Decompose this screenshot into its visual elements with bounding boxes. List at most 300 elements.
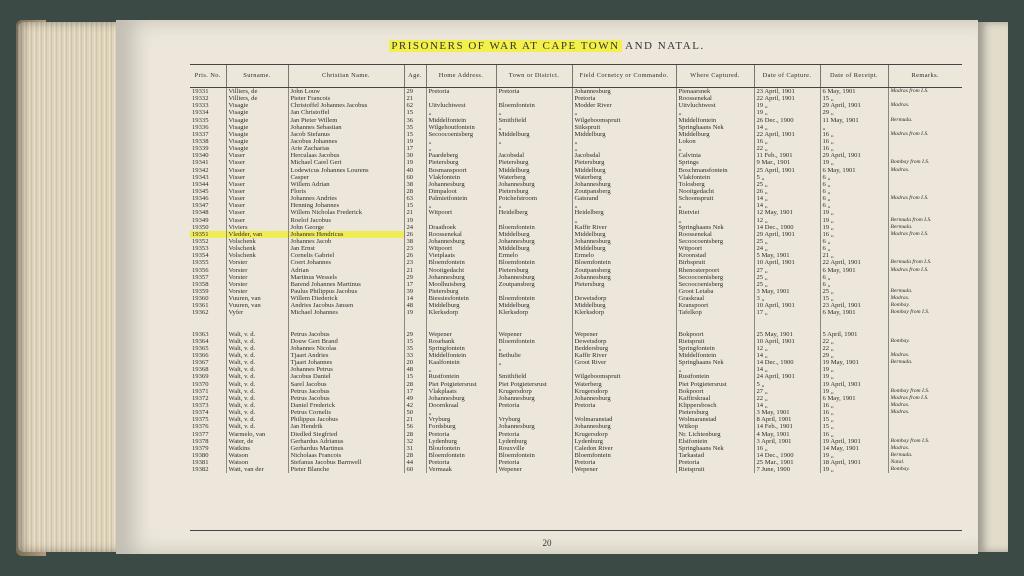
table-cell — [888, 109, 962, 116]
table-cell: Uitvluchtwest — [676, 102, 754, 109]
table-cell: 6 May, 1901 — [820, 309, 888, 316]
table-cell: 19344 — [192, 180, 209, 188]
table-cell: Wepener — [496, 466, 572, 473]
table-cell: Springfontein — [426, 345, 496, 352]
table-cell: Bermuda. — [888, 452, 962, 459]
table-cell: 19337 — [192, 130, 209, 138]
table-cell: 5 „ — [754, 174, 820, 181]
table-row — [190, 124, 962, 131]
table-cell: Walt, v. d. — [226, 423, 288, 430]
table-cell — [888, 238, 962, 245]
table-cell: 21 — [404, 267, 426, 274]
table-cell — [888, 152, 962, 159]
table-cell: Witpoort — [676, 245, 754, 252]
table-cell: Visser — [226, 195, 288, 202]
table-cell: Floris — [288, 188, 404, 195]
table-cell: 14 — [404, 295, 426, 302]
table-cell — [572, 288, 676, 295]
table-cell: Lodewicus Johannes Lourens — [288, 167, 404, 174]
table-cell: „ — [572, 145, 676, 152]
spacer-cell — [226, 317, 288, 331]
table-cell: 19 — [404, 138, 426, 145]
register-page — [116, 20, 978, 554]
table-cell: 14 „ — [754, 202, 820, 209]
table-cell: Tjaart Andries — [288, 352, 404, 359]
table-cell: Pretoria — [496, 430, 572, 437]
table-row — [190, 195, 962, 202]
table-cell: Wepener — [572, 466, 676, 473]
prisoner-table — [190, 64, 962, 473]
table-cell: 31 — [404, 445, 426, 452]
table-row — [190, 402, 962, 409]
table-cell: Bombay from I.S. — [888, 309, 962, 316]
table-cell: 6 „ — [820, 274, 888, 281]
table-cell: Middelfontein — [426, 117, 496, 124]
table-cell: Sarel Jacobus — [288, 380, 404, 387]
table-cell: 19 „ — [820, 217, 888, 224]
table-cell: Pietersburg — [572, 281, 676, 288]
table-cell: Visser — [226, 152, 288, 159]
table-cell: Krugersdorp — [572, 388, 676, 395]
table-cell: Vorster — [226, 281, 288, 288]
table-cell: Jacobus Johannes — [288, 138, 404, 145]
table-cell: Johannesburg — [572, 181, 676, 188]
table-cell: Bloemfontein — [572, 452, 676, 459]
table-row — [190, 295, 962, 302]
table-cell — [888, 124, 962, 131]
table-row — [190, 224, 962, 231]
table-cell: Pretoria — [426, 459, 496, 466]
table-cell: 44 — [404, 459, 426, 466]
table-row — [190, 281, 962, 288]
table-cell: „ — [676, 217, 754, 224]
table-cell: Madras. — [888, 409, 962, 416]
table-cell — [888, 274, 962, 281]
table-cell: 19332 — [192, 95, 209, 103]
table-cell: Michael Carel Gert — [288, 159, 404, 166]
table-cell: 23 April, 1901 — [754, 88, 820, 96]
table-cell: 19333 — [192, 102, 209, 110]
table-cell: Pietersburg — [426, 159, 496, 166]
table-cell: John Louw — [288, 88, 404, 96]
table-cell: Krugersdorp — [572, 430, 676, 437]
table-cell: Pieter Francois — [288, 95, 404, 102]
table-cell: Michael Johannes — [288, 309, 404, 316]
table-cell: 12 „ — [754, 345, 820, 352]
table-cell: „ — [676, 202, 754, 209]
table-cell: Walt, v. d. — [226, 366, 288, 373]
table-cell: Bloemfontein — [572, 259, 676, 266]
table-cell: 19361 — [192, 302, 209, 310]
spacer-cell — [496, 317, 572, 331]
table-cell: Springhaans Nek — [676, 224, 754, 231]
table-row — [190, 217, 962, 224]
table-cell: Wepener — [572, 331, 676, 338]
table-cell: Ermelo — [496, 252, 572, 259]
table-cell: 19357 — [192, 273, 209, 281]
table-cell: Andries Jacobus Jansen — [288, 302, 404, 309]
table-cell: Middelburg — [572, 167, 676, 174]
table-cell: Vlakplaats — [426, 388, 496, 395]
table-cell: Rhenosterpoort — [676, 267, 754, 274]
table-cell: Willem Nicholas Frederick — [288, 209, 404, 216]
table-cell: 23 — [404, 259, 426, 266]
table-cell: Modder River — [572, 102, 676, 109]
table-cell: John George — [288, 224, 404, 231]
table-cell: Johannesburg — [572, 274, 676, 281]
table-cell: Philippus Jacobus — [288, 416, 404, 423]
table-cell: Doornkraal — [426, 402, 496, 409]
table-cell: Vorster — [226, 259, 288, 266]
table-cell — [888, 138, 962, 145]
table-cell: Walt, v. d. — [226, 409, 288, 416]
table-cell: 4 May, 1901 — [754, 430, 820, 437]
table-cell: 6 May, 1901 — [820, 267, 888, 274]
table-cell: Bloemfontein — [496, 452, 572, 459]
table-cell: Johannes Jacob — [288, 238, 404, 245]
table-cell: 14 Feb., 1901 — [754, 423, 820, 430]
table-cell: Visser — [226, 181, 288, 188]
table-cell: Secoocoentsberg — [676, 238, 754, 245]
table-cell: 22 „ — [754, 145, 820, 152]
table-cell: Bokpoort — [676, 388, 754, 395]
column-header: Home Address. — [426, 65, 496, 88]
table-cell: Lokon — [676, 138, 754, 145]
table-cell — [888, 373, 962, 380]
table-cell: Piet Potgietersrust — [676, 380, 754, 387]
table-cell — [572, 409, 676, 416]
table-cell: 25 May, 1901 — [754, 331, 820, 338]
table-cell — [888, 209, 962, 216]
group-spacer — [190, 317, 962, 331]
table-cell: Jacobus Daniel — [288, 373, 404, 380]
table-cell: 30 — [404, 152, 426, 159]
table-row — [190, 452, 962, 459]
table-cell: 19359 — [192, 288, 209, 295]
table-cell: 25 „ — [754, 274, 820, 281]
table-row — [190, 416, 962, 423]
table-row — [190, 395, 962, 402]
table-cell: Tolosberg — [676, 181, 754, 188]
table-cell: Wilgeboomspruit — [572, 117, 676, 124]
table-cell: Madras from I.S. — [888, 88, 962, 96]
table-cell: 6 „ — [820, 238, 888, 245]
table-cell: Springhaans Nek — [676, 124, 754, 131]
table-cell: 26 „ — [754, 188, 820, 195]
table-cell: 25 „ — [820, 288, 888, 295]
table-cell: 19 „ — [820, 388, 888, 395]
table-cell: Madras. — [888, 402, 962, 409]
table-cell: Kroonstad — [676, 252, 754, 259]
table-cell: Walt, v. d. — [226, 395, 288, 402]
table-cell: Johannesburg — [572, 238, 676, 245]
table-cell: 19353 — [192, 245, 209, 253]
spacer-cell — [888, 317, 962, 331]
table-cell: Jan Hendrik — [288, 423, 404, 430]
table-cell: Nooitgedacht — [426, 267, 496, 274]
table-row — [190, 145, 962, 152]
table-cell: 56 — [404, 423, 426, 430]
table-cell: Springs — [676, 159, 754, 166]
table-cell: 19378 — [192, 437, 209, 445]
table-cell: 22 „ — [820, 338, 888, 345]
table-cell — [426, 95, 496, 102]
table-cell: Madras from I.S. — [888, 131, 962, 138]
table-cell — [496, 409, 572, 416]
table-cell: Douw Gert Brand — [288, 338, 404, 345]
table-cell: 10 April, 1901 — [754, 302, 820, 309]
table-cell: Bombay from I.S. — [888, 388, 962, 395]
table-cell: 3 „ — [754, 295, 820, 302]
table-cell: Bethulie — [496, 352, 572, 359]
table-row — [190, 430, 962, 437]
table-cell — [888, 345, 962, 352]
table-cell: Madras from I.S. — [888, 267, 962, 274]
table-cell: 26 — [404, 231, 426, 238]
table-cell: 19360 — [192, 295, 209, 303]
table-cell: Visagie — [226, 145, 288, 152]
table-cell: Pietersburg — [572, 159, 676, 166]
table-cell: Middelburg — [496, 231, 572, 238]
page-title — [116, 40, 978, 52]
table-cell: Johannes Petrus — [288, 366, 404, 373]
table-cell: 62 — [404, 102, 426, 109]
table-row — [190, 188, 962, 195]
table-cell: 29 — [404, 331, 426, 338]
table-cell — [888, 366, 962, 373]
table-cell: Pretoria — [426, 430, 496, 437]
table-cell: Tjaart Johannes — [288, 359, 404, 366]
table-cell: 19375 — [192, 416, 209, 424]
column-header: Where Captured. — [676, 65, 754, 88]
table-cell: 14 May, 1901 — [820, 445, 888, 452]
table-cell: 19340 — [192, 152, 209, 160]
table-cell: Potchefstroom — [496, 195, 572, 202]
table-cell: Kaalfontein — [426, 359, 496, 366]
table-cell: Bermuda from I.S. — [888, 217, 962, 224]
table-cell: Vorster — [226, 288, 288, 295]
table-cell — [496, 145, 572, 152]
table-cell: Tarkastad — [676, 452, 754, 459]
table-cell: Vuuren, van — [226, 295, 288, 302]
table-cell: Pietersburg — [676, 409, 754, 416]
table-cell: Fordsburg — [426, 423, 496, 430]
table-cell: Johannesburg — [496, 395, 572, 402]
table-cell: 50 — [404, 409, 426, 416]
table-row — [190, 445, 962, 452]
table-cell: Wilgeboomspruit — [572, 373, 676, 380]
table-cell: Dimpaloot — [426, 188, 496, 195]
table-row — [190, 388, 962, 395]
table-cell: Coert Johannes — [288, 259, 404, 266]
table-cell: Pietersburg — [496, 267, 572, 274]
table-cell: 19365 — [192, 344, 209, 352]
table-cell: Waterberg — [496, 174, 572, 181]
table-row — [190, 380, 962, 387]
table-cell: Walt, v. d. — [226, 380, 288, 387]
table-cell: 15 — [404, 202, 426, 209]
table-cell: Watt, van der — [226, 466, 288, 473]
table-row — [190, 438, 962, 445]
table-cell — [496, 95, 572, 102]
title-rest: AND NATAL. — [625, 40, 705, 52]
table-cell: Herculaas Jacobus — [288, 152, 404, 159]
table-cell: 19376 — [192, 423, 209, 431]
table-cell: Madras. — [888, 295, 962, 302]
table-cell: Zoutpansberg — [572, 267, 676, 274]
table-cell — [496, 288, 572, 295]
table-cell: Madras. — [888, 445, 962, 452]
table-cell: 26 Dec., 1900 — [754, 117, 820, 124]
column-header: Christian Name. — [288, 65, 404, 88]
table-cell: 14 „ — [754, 124, 820, 131]
table-cell: Groot Letaba — [676, 288, 754, 295]
table-cell: Villiers, de — [226, 88, 288, 96]
table-cell: Bokpoort — [676, 331, 754, 338]
table-cell: 19370 — [192, 380, 209, 388]
table-cell — [888, 95, 962, 102]
table-cell: Diedled Siegfried — [288, 430, 404, 437]
table-cell: 12 May, 1901 — [754, 209, 820, 216]
table-cell: 19371 — [192, 387, 209, 395]
table-cell: 10 April, 1901 — [754, 259, 820, 266]
table-cell: Secoocoenisberg — [676, 274, 754, 281]
table-cell: „ — [572, 138, 676, 145]
table-cell: Biessiesfontein — [426, 295, 496, 302]
table-cell: 19373 — [192, 401, 209, 409]
table-cell: Johannes Andries — [288, 195, 404, 202]
table-cell: Villiers, de — [226, 95, 288, 102]
table-cell: 24 „ — [754, 245, 820, 252]
table-cell: Johannes Hendricus — [288, 231, 404, 238]
table-cell — [888, 174, 962, 181]
table-cell: 7 June, 1900 — [754, 466, 820, 473]
table-cell: Bombay. — [888, 302, 962, 309]
table-cell: 36 — [404, 117, 426, 124]
table-cell: Middelfontein — [426, 352, 496, 359]
table-cell: 22 „ — [820, 345, 888, 352]
table-cell: „ — [572, 109, 676, 116]
table-cell: Water, de — [226, 438, 288, 445]
table-cell: Waterberg — [572, 174, 676, 181]
table-cell: 15 — [404, 373, 426, 380]
table-cell: Schoonspruit — [676, 195, 754, 202]
table-cell: 14 „ — [754, 352, 820, 359]
table-cell: Bloemfontein — [426, 452, 496, 459]
table-cell: Tafelkop — [676, 309, 754, 316]
table-cell: Visagie — [226, 102, 288, 109]
table-cell: 24 April, 1901 — [754, 373, 820, 380]
table-row — [190, 423, 962, 430]
table-cell: 19348 — [192, 209, 209, 217]
table-cell: Petrus Cornelis — [288, 409, 404, 416]
table-cell: 6 „ — [820, 181, 888, 188]
table-cell: 48 — [404, 302, 426, 309]
table-cell: Kaffirskraal — [676, 395, 754, 402]
table-cell: Henning Johannes — [288, 202, 404, 209]
table-cell: Johannesburg — [426, 395, 496, 402]
table-cell: 9 Mar., 1901 — [754, 159, 820, 166]
table-cell: 5 May, 1901 — [754, 252, 820, 259]
table-row — [190, 95, 962, 102]
table-cell: „ — [426, 202, 496, 209]
table-cell: Bermuda. — [888, 288, 962, 295]
table-cell: Lydenburg — [572, 438, 676, 445]
table-row — [190, 409, 962, 416]
table-cell: Cornelis Gabriel — [288, 252, 404, 259]
table-cell: Bermuda. — [888, 117, 962, 124]
table-cell: 11 Feb., 1901 — [754, 152, 820, 159]
table-cell: Secoocoenisberg — [426, 131, 496, 138]
table-cell: Roossenekal — [426, 231, 496, 238]
table-cell: 19 — [404, 159, 426, 166]
table-cell: 29 „ — [820, 352, 888, 359]
table-cell: Johannes Nicolas — [288, 345, 404, 352]
table-cell: Madras. — [888, 102, 962, 109]
table-cell: Smithfield — [496, 373, 572, 380]
table-cell: Zoutpansberg — [572, 188, 676, 195]
table-cell: Johannesburg — [572, 423, 676, 430]
table-row — [190, 331, 962, 338]
table-cell: Roossenekal — [676, 95, 754, 102]
column-header: Remarks. — [888, 65, 962, 88]
table-cell: Bermuda. — [888, 359, 962, 366]
table-cell: Petrus Jacobus — [288, 388, 404, 395]
table-cell: Rietviei — [676, 209, 754, 216]
table-cell: 25 April, 1901 — [754, 167, 820, 174]
table-cell: Madras from I.S. — [888, 231, 962, 238]
table-cell: Bombay from I.S. — [888, 438, 962, 445]
table-cell: 17 „ — [754, 309, 820, 316]
table-cell: Lydenburg — [496, 438, 572, 445]
table-cell: Vledder, van — [226, 231, 288, 238]
table-cell: 16 „ — [754, 138, 820, 145]
table-cell: Smithfield — [496, 117, 572, 124]
table-row — [190, 274, 962, 281]
table-cell: 6 „ — [820, 195, 888, 202]
table-cell: Pretoria — [676, 459, 754, 466]
table-cell: 19367 — [192, 359, 209, 367]
table-cell: 19381 — [192, 459, 209, 467]
table-cell: Kaffir River — [572, 224, 676, 231]
table-cell — [888, 281, 962, 288]
table-cell: 19363 — [192, 330, 209, 338]
table-cell: Witpoort — [426, 209, 496, 216]
table-cell: „ — [572, 217, 676, 224]
table-cell: 19372 — [192, 394, 209, 402]
table-cell: Springhaans Nek — [676, 359, 754, 366]
table-cell: Watson — [226, 459, 288, 466]
table-cell: Walt, v. d. — [226, 331, 288, 338]
table-cell: 25 „ — [754, 181, 820, 188]
table-cell: Klerksdorp — [572, 309, 676, 316]
table-cell: Middelburg — [572, 245, 676, 252]
table-cell: Visagie — [226, 131, 288, 138]
table-cell: 19374 — [192, 409, 209, 417]
table-cell: 32 — [404, 438, 426, 445]
table-cell: 16 „ — [820, 145, 888, 152]
table-cell: Lydenburg — [426, 438, 496, 445]
table-cell: Johannesburg — [496, 181, 572, 188]
table-cell: Klerksdorp — [426, 309, 496, 316]
table-cell: Heidelberg — [496, 209, 572, 216]
table-cell: Nr. Lichtenburg — [676, 430, 754, 437]
table-cell: 6 May, 1901 — [820, 167, 888, 174]
table-cell: Arie Zacharias — [288, 145, 404, 152]
table-cell: 49 — [404, 395, 426, 402]
table-cell: 29 April, 1901 — [754, 231, 820, 238]
table-cell: Rustfontein — [426, 373, 496, 380]
